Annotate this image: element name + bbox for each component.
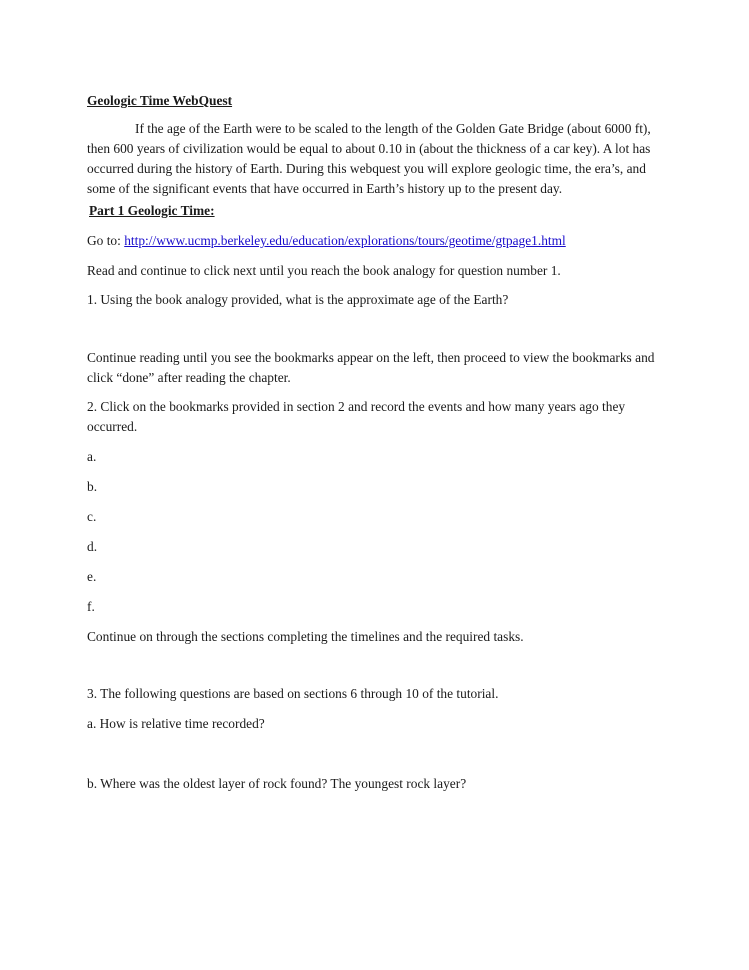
question-3b: b. Where was the oldest layer of rock found? The youngest rock layer? xyxy=(87,776,467,791)
continue-sections: Continue on through the sections completing the timelines and the required tasks. xyxy=(87,629,524,644)
answer-f: f. xyxy=(87,599,95,614)
question-2-line-2: occurred. xyxy=(87,419,138,434)
intro-line-1: If the age of the Earth were to be scaled to the length of the Golden Gate Bridge (about 6000 ft), xyxy=(135,121,651,136)
question-2-line-1: 2. Click on the bookmarks provided in section 2 and record the events and how many years ago they xyxy=(87,399,626,414)
part1-heading: Part 1 Geologic Time: xyxy=(89,203,215,218)
geotime-link[interactable]: http://www.ucmp.berkeley.edu/education/explorations/tours/geotime/gtpage1.html xyxy=(124,233,566,248)
question-3: 3. The following questions are based on sections 6 through 10 of the tutorial. xyxy=(87,686,499,701)
question-1: 1. Using the book analogy provided, what is the approximate age of the Earth? xyxy=(87,292,509,307)
answer-d: d. xyxy=(87,539,98,554)
intro-line-3: occurred during the history of Earth. During this webquest you will explore geologic time, the era’s, and xyxy=(87,161,646,176)
goto-prefix: Go to: xyxy=(87,233,125,248)
intro-line-4: some of the significant events that have occurred in Earth’s history up to the present day. xyxy=(87,181,563,196)
continue-line-2: click “done” after reading the chapter. xyxy=(87,370,291,385)
read-instruction: Read and continue to click next until you reach the book analogy for question number 1. xyxy=(87,263,561,278)
question-3a: a. How is relative time recorded? xyxy=(87,716,265,731)
answer-a: a. xyxy=(87,449,97,464)
continue-line-1: Continue reading until you see the bookmarks appear on the left, then proceed to view the bookmarks and xyxy=(87,350,655,365)
goto-line xyxy=(87,232,566,250)
answer-c: c. xyxy=(87,509,97,524)
document-title: Geologic Time WebQuest xyxy=(87,93,233,108)
answer-e: e. xyxy=(87,569,97,584)
answer-b: b. xyxy=(87,479,98,494)
intro-line-2: then 600 years of civilization would be equal to about 0.10 in (about the thickness of a car key). A lot has xyxy=(87,141,651,156)
